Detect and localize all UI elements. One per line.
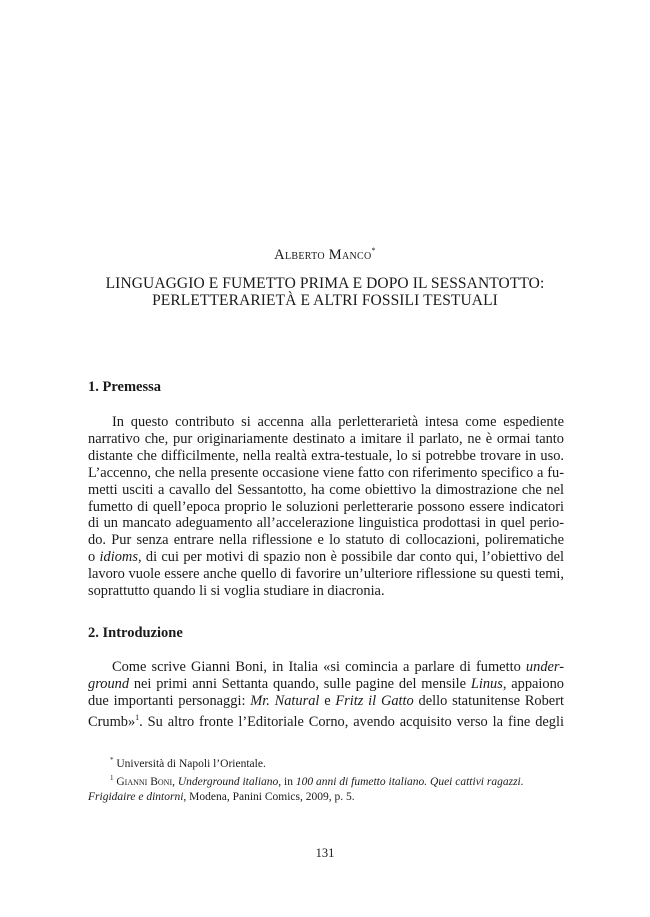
text-line [88,482,564,499]
text-line [88,566,564,583]
text-run: e [319,692,336,709]
text-line [88,431,564,448]
text-line-content [88,710,564,731]
text-line-content: di un mancato adeguamento all’accelerazione linguistica prodottasi in quel perio- [88,515,564,532]
italic-term: ground [88,675,130,692]
footnotes [88,753,564,804]
text-line-content: soprattutto quando li si voglia studiare in diacronia. [88,583,385,600]
italic-title: Linus [470,675,503,692]
text-run: , appaiono [502,675,564,692]
section-heading-premessa: 1. Premessa [88,379,162,395]
article-title-line-2: PERLETTERARIETÀ E ALTRI FOSSILI TESTUALI [152,292,498,309]
text-line [88,414,564,431]
text-line [88,676,564,693]
text-line-content: narrativo che, pur originariamente destinato a imitare il parlato, ne è ormai tanto [88,430,564,447]
text-run: o [88,549,100,566]
text-line [88,549,564,566]
article-title-line-1: LINGUAGGIO E FUMETTO PRIMA E DOPO IL SESSANTOTTO: [105,275,545,292]
footnote-reference: 1 [135,712,140,722]
text-run: , [172,776,178,789]
text-line [88,515,564,532]
text-run: dello statunitense Robert [413,692,564,709]
text-line-content [88,676,564,693]
text-run: , in [278,776,296,789]
text-run: Come scrive Gianni Boni, in Italia «si comincia a parlare di fumetto [112,659,526,675]
text-line [88,465,564,482]
text-run: due importanti personaggi: [88,692,251,709]
section-heading-introduzione: 2. Introduzione [88,625,183,641]
text-line [88,693,564,710]
author-footnote-mark: * [371,246,376,255]
footnote-title: Frigidaire e dintorni [88,790,184,803]
text-run: , di cui per motivi di spazio non è possibile dar conto qui, l’obiettivo del [137,549,565,566]
text-line [88,710,564,731]
text-line [88,448,564,465]
text-line-content: distante che difficilmente, nella realtà extra-testuale, lo si potrebbe trovare in uso. [88,447,564,464]
footnote-mark: 1 [110,774,114,783]
text-line-content: fumetto di quell’epoca proprio le soluzioni perletterarie possono essere indicatori [88,498,564,515]
footnote-author: Gianni Boni [116,776,173,789]
text-line-content [88,549,564,566]
footnote-2-continued [88,790,564,805]
paragraph-introduzione [88,659,564,730]
text-line-content: In questo contributo si accenna alla perletterarietà intesa come espediente [112,414,564,430]
author-name [0,246,650,264]
text-line-content [88,693,564,710]
text-line [88,499,564,516]
text-run: Crumb» [88,713,136,730]
footnote-mark: * [110,756,114,764]
text-line [88,583,564,600]
italic-title: Fritz il Gatto [335,692,414,709]
text-line-content: lavoro vuole essere anche quello di favorire un’ulteriore riflessione su questi temi, [88,566,564,583]
footnote-title: Underground italiano [177,776,279,789]
text-line-content: do. Pur senza entrare nella riflessione e lo statuto di collocazioni, polirematiche [88,532,564,549]
footnote-1 [88,753,564,771]
paragraph-premessa [88,414,564,600]
article-title [60,275,590,309]
text-line [88,532,564,549]
text-line-content: L’accenno, che nella presente occasione viene fatto con riferimento specifico a fu- [88,464,564,481]
author-name-text: Alberto Manco [274,246,372,263]
text-run: nei primi anni Settanta quando, sulle pagine del mensile [129,675,471,692]
text-line [88,659,564,676]
text-run: , Modena, Panini Comics, 2009, p. 5. [183,790,355,803]
footnote-title: 100 anni di fumetto italiano. Quei cattivi ragazzi. [295,776,524,789]
text-line-content [112,659,564,676]
italic-term: idioms [99,549,138,566]
page-number: 131 [315,846,335,860]
italic-title: Mr. Natural [250,692,320,709]
footnote-2 [88,771,564,789]
footnote-text: Università di Napoli l’Orientale. [116,757,266,770]
text-run: . Su altro fronte l’Editoriale Corno, avendo acquisito verso la fine degli [139,713,564,730]
italic-term: under- [525,659,564,675]
text-line-content: metti usciti a cavallo del Sessantotto, ha come obiettivo la dimostrazione che nel [88,481,564,498]
